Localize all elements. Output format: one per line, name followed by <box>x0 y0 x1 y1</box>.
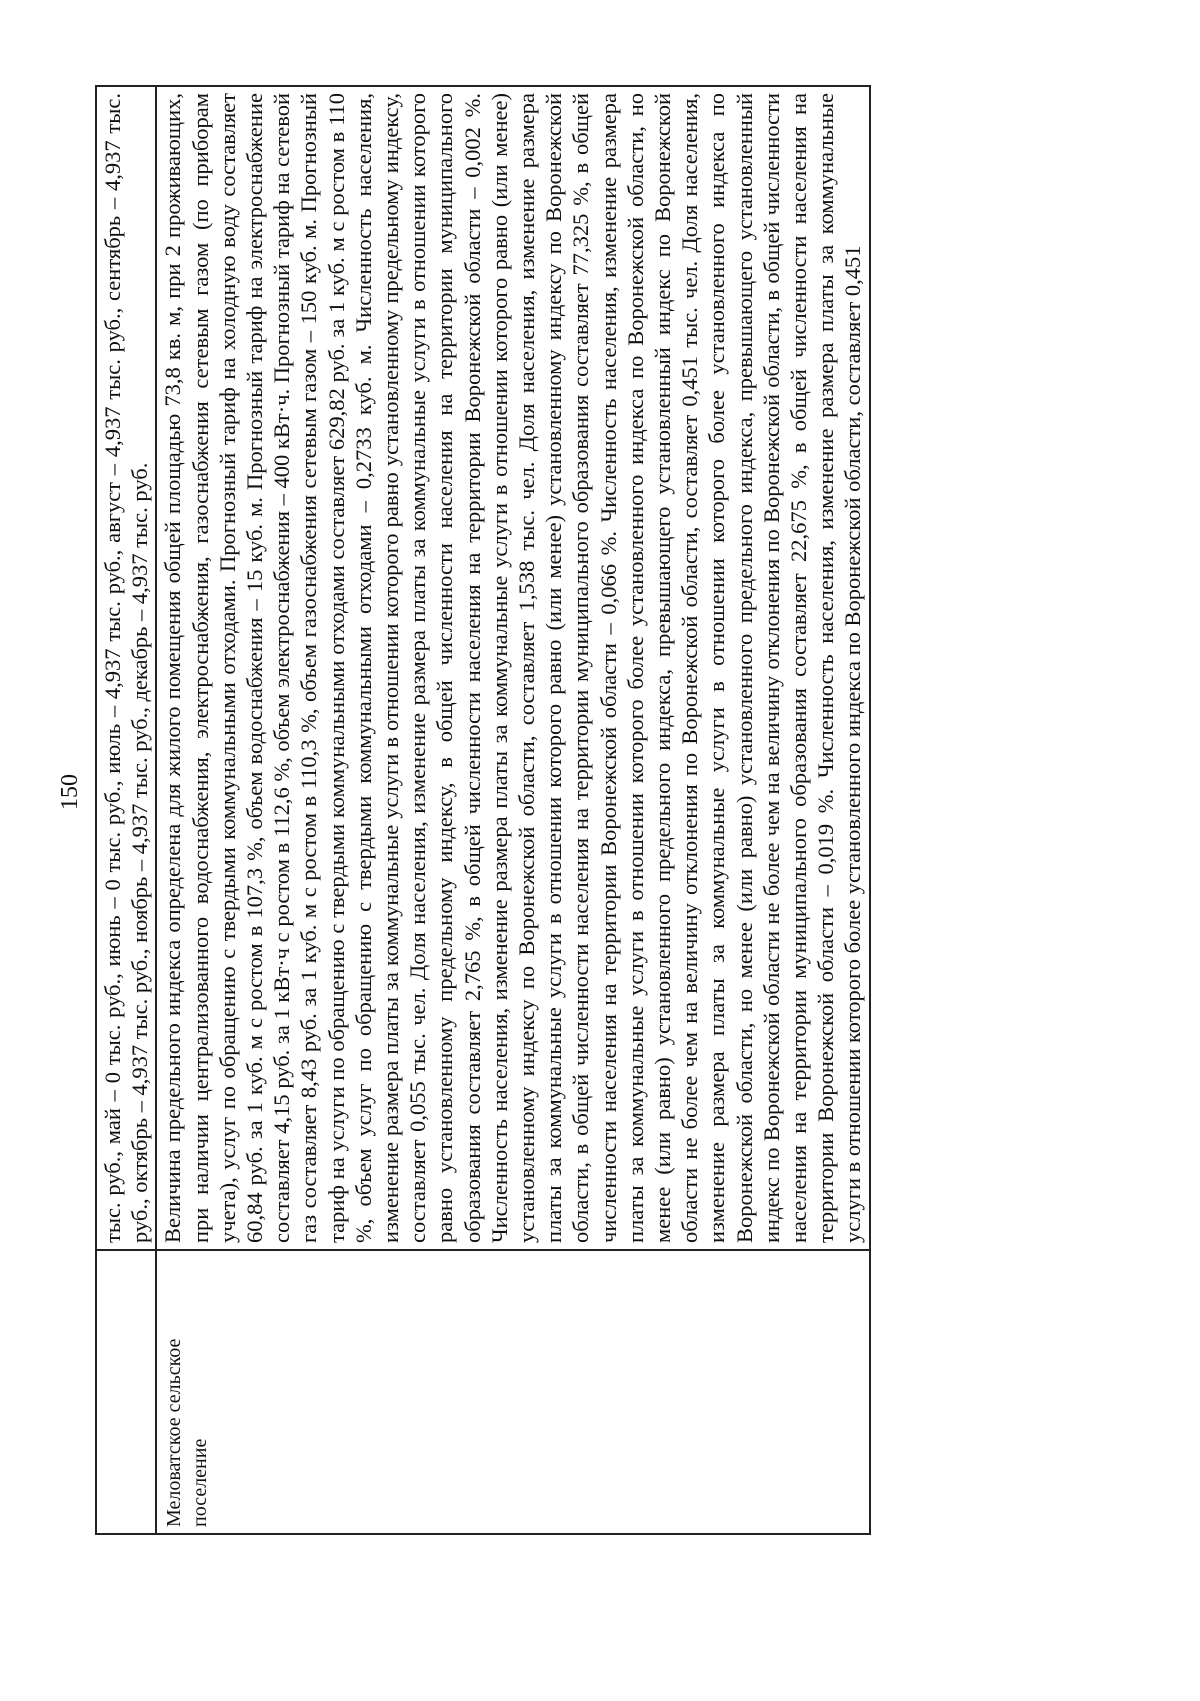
settlement-cell: Меловатское сельское поселение <box>156 1250 869 1534</box>
tariff-table <box>95 85 871 1535</box>
settlement-cell <box>96 1250 156 1534</box>
description-text: Величина предельного индекса определена для жилого помещения общей площадью 73,8 кв. м, при 2 проживающих, при наличии централизованного водоснабжения, электроснабжения, газоснабжения сетевым газом (по приборам учета), услуг по обращению с твердыми коммунальными отходами. Прогнозный тариф на холодную воду составляет 60,84 руб. за 1 куб. м с ростом в 107,3 %, объем водоснабжения – 15 куб. м. Прогнозный тариф на электроснабжение составляет 4,15 руб. за 1 кВт·ч с ростом в 112,6 %, объем электроснабжения – 400 кВт·ч. Прогнозный тариф на сетевой газ составляет 8,43 руб. за 1 куб. м с ростом в 110,3 %, объем газоснабжения сетевым газом – 150 куб. м. Прогнозный тариф на услуги по обращению с твердыми коммунальными отходами составляет 629,82 руб. за 1 куб. м с ростом в 110 %, объем услуг по обращению с твердыми коммунальными отходами – 0,2733 куб. м. Численность населения, изменение размера платы за коммунальные услуги в отношении которого равно установленному предельному индексу, составляет 0,055 тыс. чел. Доля населения, изменение размера платы за коммунальные услуги в отношении которого равно установленному предельному индексу, в общей численности населения на территории муниципального образования составляет 2,765 %, в общей численности населения на территории Воронежской области – 0,002 %. Численность населения, изменение размера платы за коммунальные услуги в отношении которого равно (или менее) установленному индексу по Воронежской области, составляет 1,538 тыс. чел. Доля населения, изменение размера платы за коммунальные услуги в отношении которого равно (или менее) установленному индексу по Воронежской области, в общей численности населения на территории муниципального образования составляет 77,325 %, в общей численности населения на территории Воронежской области – 0,066 %. Численность населения, изменение размера платы за коммунальные услуги в отношении которого более установленного индекса по Воронежской области, но менее (или равно) установленного предельного индекса, превышающего установленный индекс по Воронежской области не более чем на величину отклонения по Воронежской области, составляет 0,451 тыс. чел. Доля населения, изменение размера платы за коммунальные услуги в отношении которого более установленного индекса по Воронежской области, но менее (или равно) установленного предельного индекса, превышающего установленный индекс по Воронежской области не более чем на величину отклонения по Воронежской области, в общей численности населения на территории муниципального образования составляет 22,675 %, в общей численности населения на территории Воронежской области – 0,019 %. Численность населения, изменение размера платы за коммунальные услуги в отношении которого более установленного индекса по Воронежской области, составляет 0,451 <box>160 93 866 1243</box>
description-cell <box>156 86 869 1250</box>
table-row <box>156 86 869 1534</box>
description-cell <box>96 86 156 1250</box>
description-text: тыс. руб., май – 0 тыс. руб., июнь – 0 тыс. руб., июль – 4,937 тыс. руб., август – 4,937 тыс. руб., сентябрь – 4,937 тыс. руб., октябрь – 4,937 тыс. руб., ноябрь – 4,937 тыс. руб., декабрь – 4,937 тыс. руб. <box>100 93 153 1243</box>
rotated-table-container <box>95 85 1075 1535</box>
table-row <box>96 86 156 1534</box>
page-number: 150 <box>57 774 83 810</box>
